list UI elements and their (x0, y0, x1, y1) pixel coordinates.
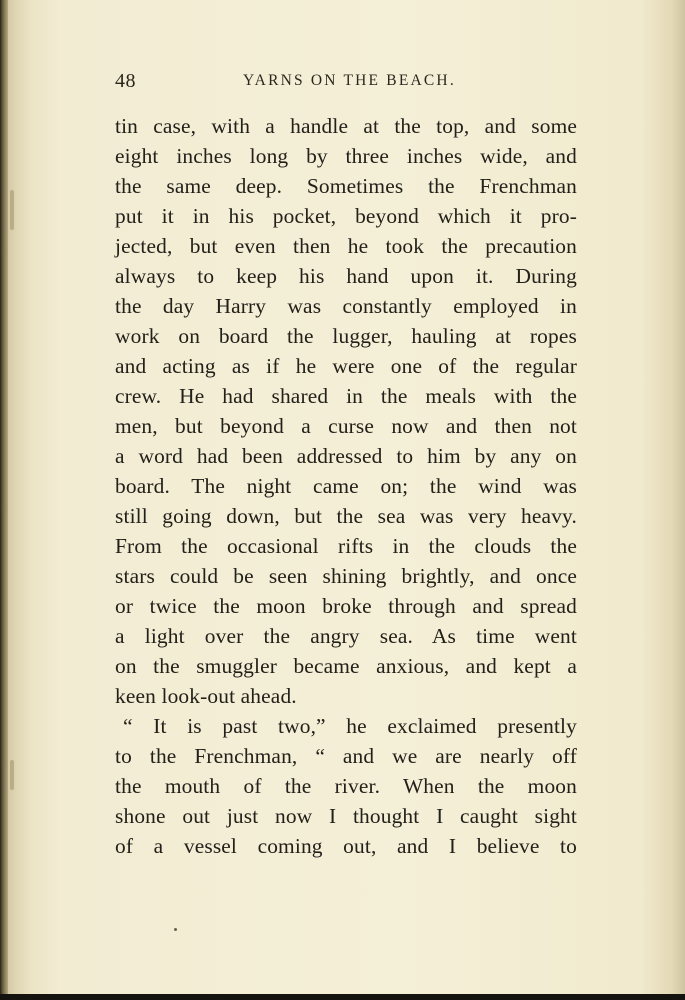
book-spine-shadow (0, 0, 8, 994)
text-line: keen look-out ahead. (115, 684, 297, 708)
page-number: 48 (115, 70, 136, 92)
page-speck (174, 928, 177, 931)
text-line: on the smuggler became anxious, and kept a (115, 654, 577, 678)
text-line: “ It is past two,” he exclaimed presently (123, 714, 577, 738)
page-bottom-edge (0, 994, 685, 1000)
running-head (115, 68, 577, 96)
text-line: From the occasional rifts in the clouds the (115, 534, 577, 558)
text-line: men, but beyond a curse now and then not (115, 414, 577, 438)
text-line: stars could be seen shining brightly, and once (115, 564, 577, 588)
text-line: work on board the lugger, hauling at ropes (115, 324, 577, 348)
text-line: a word had been addressed to him by any on (115, 444, 577, 468)
text-line: the mouth of the river. When the moon (115, 774, 577, 798)
text-line: crew. He had shared in the meals with the (115, 384, 577, 408)
text-line: or twice the moon broke through and spread (115, 594, 577, 618)
text-line: eight inches long by three inches wide, and (115, 144, 577, 168)
text-line: jected, but even then he took the precaution (115, 234, 577, 258)
text-line: still going down, but the sea was very heavy. (115, 504, 577, 528)
text-line: and acting as if he were one of the regular (115, 354, 577, 378)
page-stain (10, 760, 14, 790)
text-line: of a vessel coming out, and I believe to (115, 834, 577, 858)
running-head-title: YARNS ON THE BEACH. (243, 72, 456, 89)
text-line: always to keep his hand upon it. During (115, 264, 577, 288)
text-line: the same deep. Sometimes the Frenchman (115, 174, 577, 198)
body-text (115, 111, 577, 861)
text-line: board. The night came on; the wind was (115, 474, 577, 498)
text-line: the day Harry was constantly employed in (115, 294, 577, 318)
page-stain (10, 190, 14, 230)
text-line: shone out just now I thought I caught sight (115, 804, 577, 828)
text-line: to the Frenchman, “ and we are nearly off (115, 744, 577, 768)
text-line: tin case, with a handle at the top, and some (115, 114, 577, 138)
text-line: a light over the angry sea. As time went (115, 624, 577, 648)
text-line: put it in his pocket, beyond which it pro- (115, 204, 577, 228)
